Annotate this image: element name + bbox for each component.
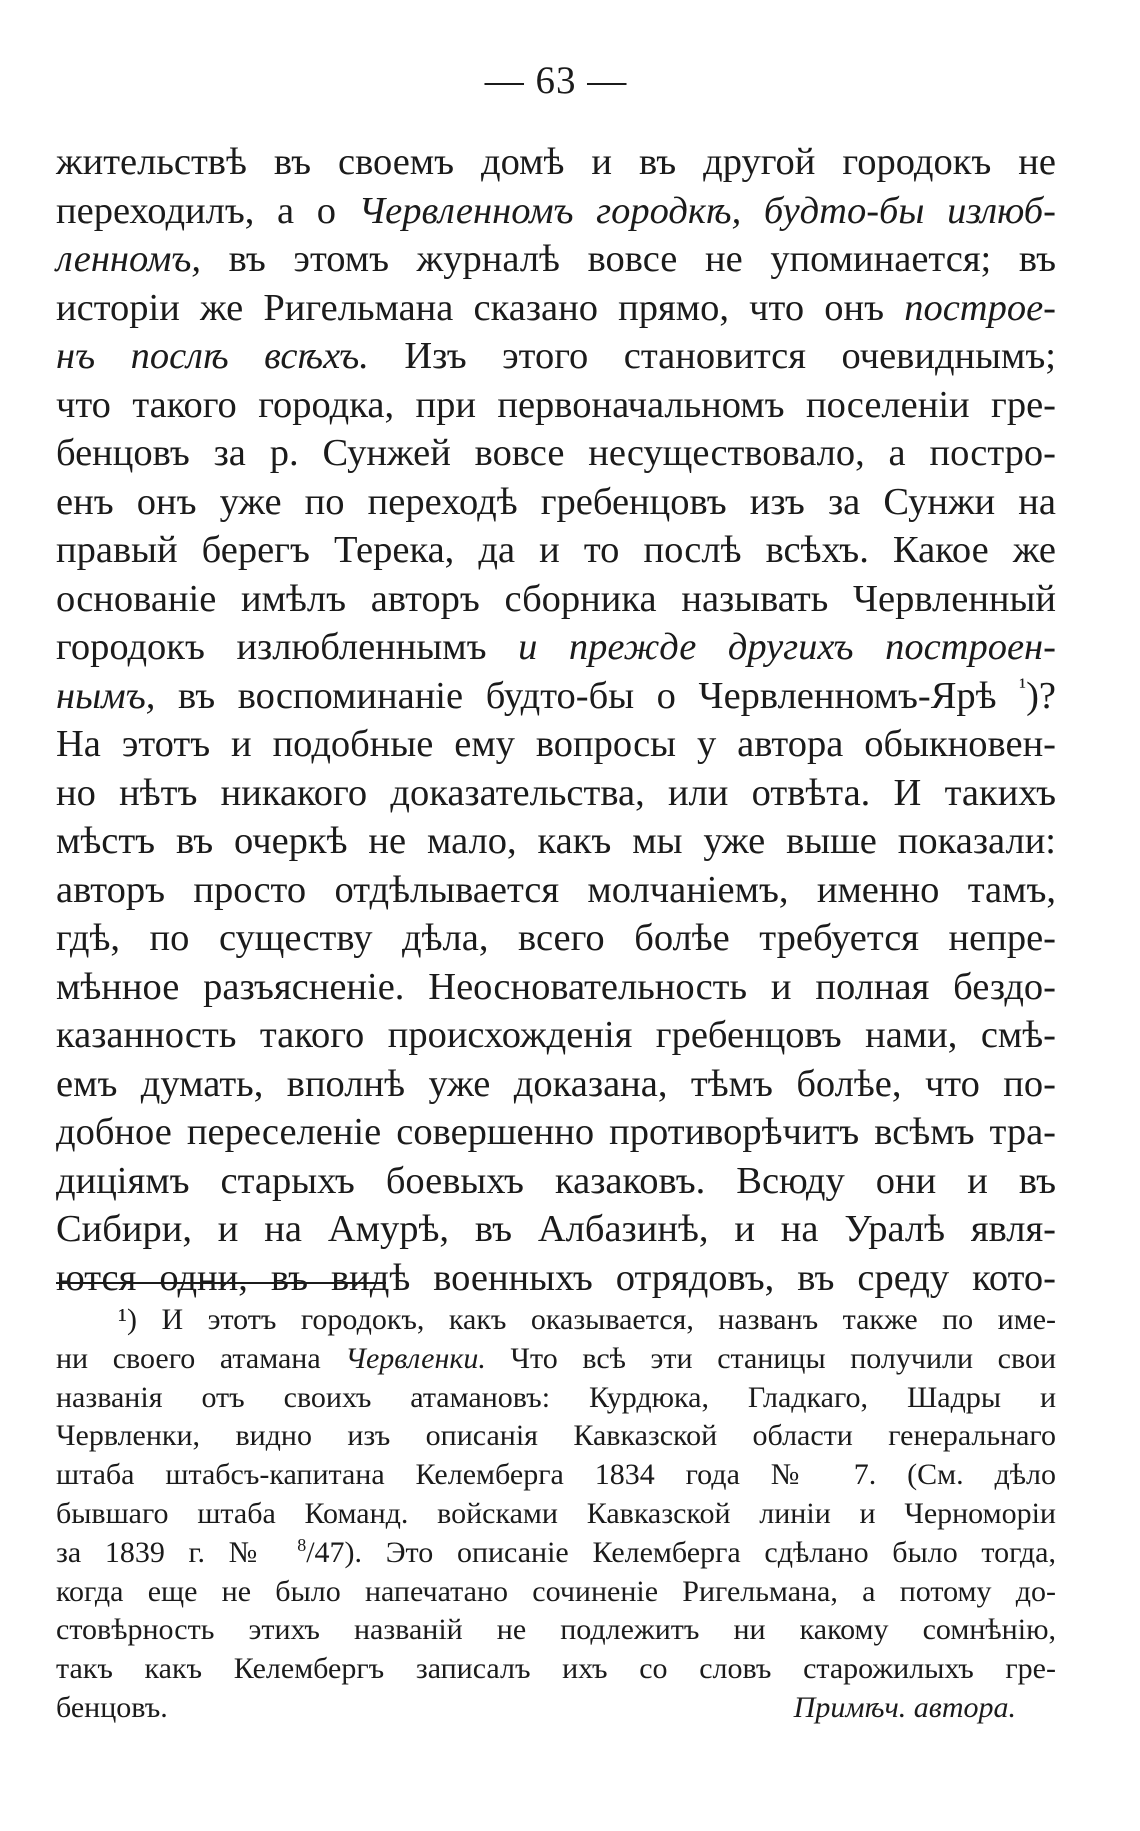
text-segment: городокъ излюбленнымъ <box>56 626 519 668</box>
text-segment: основаніе имѣлъ авторъ сборника называть Червленный <box>56 577 1056 620</box>
superscript-text: ¹ <box>1019 672 1027 699</box>
body-line-13 <box>56 720 1056 769</box>
text-segment: за 1839 г. № <box>56 1535 298 1569</box>
text-segment: исторіи же Ригельмана сказано прямо, что онъ <box>56 286 905 329</box>
body-line-15 <box>56 817 1056 866</box>
italic-text: и прежде другихъ построен- <box>518 626 1056 668</box>
italic-text: Червленномъ городкѣ, будто-бы излюб- <box>358 189 1056 232</box>
text-segment: /47). Это описаніе Келемберга сдѣлано было тогда, <box>306 1535 1056 1569</box>
text-segment: когда еще не было напечатано сочиненіе Ригельмана, а потому до- <box>56 1574 1056 1608</box>
footnote-line-7 <box>56 1534 1056 1573</box>
body-line-5 <box>56 332 1056 381</box>
text-segment: гдѣ, по существу дѣла, всего болѣе требуется непре- <box>56 917 1056 959</box>
body-line-19 <box>56 1011 1056 1060</box>
text-segment: Изъ этого становится очевиднымъ; <box>368 335 1056 377</box>
page-number: — 63 — <box>484 59 628 102</box>
footnote-line-8 <box>56 1573 1056 1612</box>
body-text <box>56 138 1056 1302</box>
footnote <box>56 1301 1056 1728</box>
body-line-14 <box>56 769 1056 818</box>
text-segment: правый берегъ Терека, да и то послѣ всѣхъ. Какое же <box>56 529 1056 571</box>
text-segment: жительствѣ въ своемъ домѣ и въ другой городокъ не <box>56 141 1056 183</box>
text-segment: )? <box>1026 674 1056 717</box>
footnote-line-1 <box>56 1301 1056 1340</box>
text-segment: штаба штабсъ-капитана Келемберга 1834 года № 7. (См. дѣло <box>56 1458 1056 1492</box>
text-segment: названія отъ своихъ атамановъ: Курдюка, Гладкаго, Шадры и <box>56 1380 1056 1414</box>
text-segment: Червленки, видно изъ описанія Кавказской области генеральнаго <box>56 1419 1056 1453</box>
body-line-12 <box>56 672 1056 721</box>
italic-text: ленномъ, <box>56 238 201 280</box>
text-segment: бенцовъ за р. Сунжей вовсе несуществовало, а постро- <box>56 432 1056 474</box>
body-line-16 <box>56 866 1056 915</box>
footnote-divider <box>56 1282 386 1284</box>
body-line-1 <box>56 138 1056 187</box>
text-segment: Что всѣ эти станицы получили свои <box>485 1341 1057 1375</box>
text-segment: мѣнное разъясненіе. Неосновательность и полная бездо- <box>56 965 1056 1008</box>
body-line-24 <box>56 1254 1056 1303</box>
body-line-23 <box>56 1205 1056 1254</box>
footnote-line-3 <box>56 1379 1056 1418</box>
text-segment: ¹) И этотъ городокъ, какъ оказывается, названъ также по име- <box>118 1303 1056 1336</box>
text-segment: ни своего атамана <box>56 1341 346 1375</box>
text-segment: что такого городка, при первоначальномъ поселеніи гре- <box>56 383 1056 426</box>
footnote-last-line-text: бенцовъ. <box>56 1690 168 1724</box>
footnote-line-4 <box>56 1417 1056 1456</box>
body-line-18 <box>56 963 1056 1012</box>
body-line-21 <box>56 1108 1056 1157</box>
footnote-line-5 <box>56 1456 1056 1495</box>
text-segment: ются одни, въ видѣ военныхъ отрядовъ, въ среду кото- <box>56 1256 1056 1299</box>
body-line-4 <box>56 284 1056 333</box>
text-segment: стовѣрность этихъ названій не подлежитъ ни какому сомнѣнію, <box>56 1613 1056 1647</box>
superscript-text: 8 <box>297 1534 307 1555</box>
text-segment: мѣстъ въ очеркѣ не мало, какъ мы уже выше показали: <box>56 820 1056 862</box>
italic-text: построе- <box>904 286 1056 329</box>
footnote-last-line <box>56 1689 1056 1728</box>
body-line-9 <box>56 526 1056 575</box>
footnote-line-10 <box>56 1650 1056 1689</box>
text-segment: въ воспоминаніе будто-бы о Червленномъ-Ярѣ <box>155 674 1020 717</box>
text-segment: Сибири, и на Амурѣ, въ Албазинѣ, и на Уралѣ явля- <box>56 1208 1056 1250</box>
text-segment: диціямъ старыхъ боевыхъ казаковъ. Всюду они и въ <box>56 1159 1056 1202</box>
body-line-2 <box>56 187 1056 236</box>
text-segment: въ этомъ журналѣ вовсе не упоминается; въ <box>201 238 1056 280</box>
body-line-20 <box>56 1060 1056 1109</box>
footnote-line-9 <box>56 1611 1056 1650</box>
body-line-11 <box>56 623 1056 672</box>
italic-text: Червленки. <box>345 1341 486 1375</box>
text-segment: енъ онъ уже по переходѣ гребенцовъ изъ за Сунжи на <box>56 480 1056 523</box>
body-line-22 <box>56 1157 1056 1206</box>
footnote-signature: Примѣч. автора. <box>793 1690 1016 1724</box>
body-line-10 <box>56 575 1056 624</box>
body-line-17 <box>56 914 1056 963</box>
italic-text: нъ послѣ всѣхъ. <box>56 335 369 377</box>
body-line-8 <box>56 478 1056 527</box>
body-line-3 <box>56 235 1056 284</box>
text-segment: переходилъ, а о <box>56 189 359 232</box>
text-segment: бывшаго штаба Команд. войсками Кавказской линіи и Черноморіи <box>56 1496 1056 1530</box>
footnote-line-6 <box>56 1495 1056 1534</box>
text-segment: На этотъ и подобные ему вопросы у автора обыкновен- <box>56 723 1056 765</box>
body-line-6 <box>56 381 1056 430</box>
footnote-line-2 <box>56 1340 1056 1379</box>
body-line-7 <box>56 429 1056 478</box>
text-segment: емъ думать, вполнѣ уже доказана, тѣмъ болѣе, что по- <box>56 1062 1056 1105</box>
text-segment: авторъ просто отдѣлывается молчаніемъ, именно тамъ, <box>56 868 1056 911</box>
text-segment: добное переселеніе совершенно противорѣчитъ всѣмъ тра- <box>56 1111 1056 1153</box>
text-segment: такъ какъ Келембергъ записалъ ихъ со словъ старожилыхъ гре- <box>56 1652 1056 1686</box>
italic-text: нымъ, <box>56 674 156 717</box>
text-segment: но нѣтъ никакого доказательства, или отвѣта. И такихъ <box>56 771 1056 814</box>
text-segment: казанность такого происхожденія гребенцовъ нами, смѣ- <box>56 1014 1056 1056</box>
